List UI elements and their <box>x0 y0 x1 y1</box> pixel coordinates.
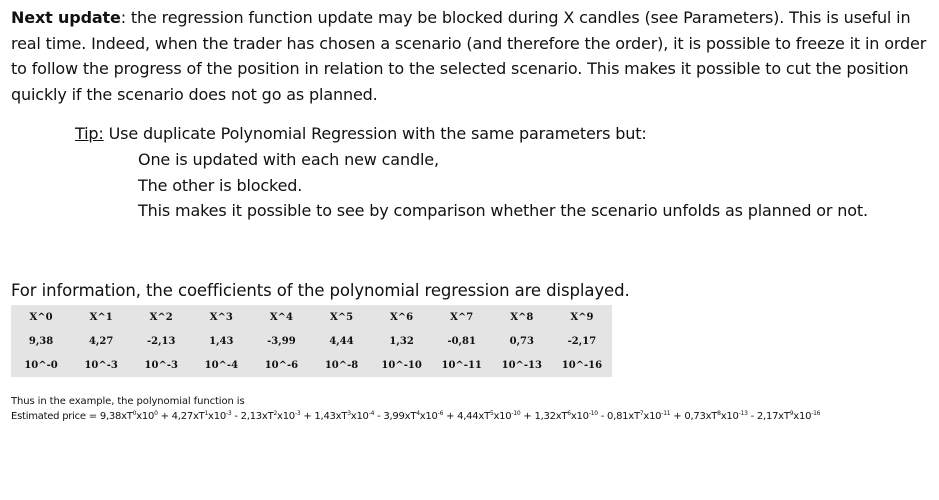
coef-value-cell: -0,81 <box>447 335 476 347</box>
coef-exponent-cell: 10^-16 <box>561 359 603 371</box>
coef-header-cell: X^0 <box>29 311 53 323</box>
coef-exponent-cell: 10^-13 <box>501 359 542 371</box>
coef-value-cell: 4,44 <box>329 335 354 347</box>
formula-term: $9,38xT^0x10^0$ <box>99 410 158 422</box>
tip-label: Tip: <box>75 124 104 143</box>
coef-header-cell: X^8 <box>510 311 534 323</box>
coef-header-cell: X^6 <box>390 311 414 323</box>
coef-exponent-cell: 10^-11 <box>441 359 482 371</box>
coef-value-row <box>11 329 612 353</box>
coef-header-cell: X^5 <box>329 311 354 323</box>
coef-exponent-cell: 10^-8 <box>324 359 359 371</box>
tip-detail-line: This makes it possible to see by comparison whether the scenario unfolds as planned or not. <box>138 201 868 220</box>
next-update-heading: Next update <box>11 8 121 27</box>
coef-value-cell: 0,73 <box>509 335 534 347</box>
formula-prefix: Estimated price = <box>11 411 100 422</box>
tip-line <box>75 121 647 147</box>
coef-exponent-cell: 10^-6 <box>264 359 299 371</box>
coef-exponent-cell: 10^-10 <box>381 359 422 371</box>
coef-header-cell: X^1 <box>89 311 113 323</box>
coefficient-table <box>11 305 612 377</box>
formula-term: - $2,17xT^9x10^{-16}$ <box>747 410 821 422</box>
formula-term: + $4,44xT^5x10^{-10}$ <box>443 410 521 422</box>
example-line: Thus in the example, the polynomial function is <box>11 396 245 407</box>
tip-detail-line: The other is blocked. <box>138 175 303 195</box>
next-update-paragraph <box>11 5 933 107</box>
coef-value-cell: 1,32 <box>389 335 414 347</box>
formula-term: - $2,13xT^2x10^{-3}$ <box>231 410 301 422</box>
coef-exponent-cell: 10^-0 <box>24 359 58 371</box>
coef-header-cell: X^3 <box>209 311 233 323</box>
info-line: For information, the coefficients of the polynomial regression are displayed. <box>11 281 630 300</box>
coef-header-cell: X^4 <box>269 311 293 323</box>
tip-detail-line: One is updated with each new candle, <box>138 150 439 169</box>
next-update-body: : the regression function update may be blocked during X candles (see Parameters). This is useful in real time. Indeed, when the trader has chosen a scenario (and therefore the order), it is possible to freeze it in order to follow the progress of the position in relation to the selected scenario. This makes it possible to cut the position quickly if the scenario does not go as planned. <box>11 8 927 104</box>
coef-exponent-cell: 10^-3 <box>84 359 118 371</box>
coef-header-row <box>11 305 612 329</box>
coef-header-cell: X^2 <box>149 311 173 323</box>
coef-value-cell: -2,13 <box>146 335 176 347</box>
formula-term: + $4,27xT^1x10^{-3}$ <box>157 410 232 422</box>
formula-term: + $1,43xT^3x10^{-4}$ <box>300 410 375 422</box>
coef-header-cell: X^9 <box>570 311 594 323</box>
coef-exponent-row <box>11 353 612 377</box>
tip-details <box>138 147 868 224</box>
coef-value-cell: 4,27 <box>88 335 114 347</box>
formula-term: + $0,73xT^8x10^{-13}$ <box>670 410 748 422</box>
coef-header-cell: X^7 <box>450 311 474 323</box>
coef-value-cell: -3,99 <box>267 335 296 347</box>
formula-term: + $1,32xT^6x10^{-10}$ <box>520 410 598 422</box>
formula-terms <box>100 411 820 422</box>
formula-term: - $0,81xT^7x10^{-11}$ <box>597 410 671 422</box>
tip-text: Use duplicate Polynomial Regression with the same parameters but: <box>103 124 647 143</box>
formula-term: - $3,99xT^4x10^{-6}$ <box>374 410 444 422</box>
coef-exponent-cell: 10^-3 <box>144 359 178 371</box>
coef-value-cell: 1,43 <box>209 335 234 347</box>
coef-value-cell: -2,17 <box>567 335 597 347</box>
coef-value-cell: 9,38 <box>28 335 54 347</box>
formula-line <box>11 410 820 424</box>
coef-exponent-cell: 10^-4 <box>204 359 239 371</box>
